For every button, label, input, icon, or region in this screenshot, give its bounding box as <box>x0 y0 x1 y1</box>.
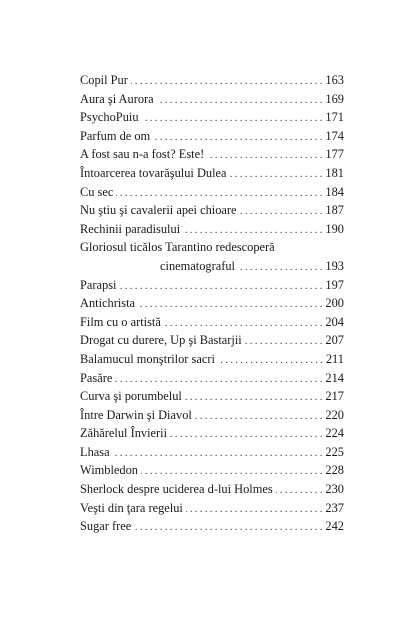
toc-entry-page: 242 <box>325 519 344 534</box>
toc-leader-dots <box>230 166 323 185</box>
toc-entry-title: Antichrista <box>80 296 136 311</box>
toc-entry-title: Film cu o artistă <box>80 314 161 329</box>
toc-entry <box>80 201 344 220</box>
toc-entry-title: Aura şi Aurora <box>80 91 154 106</box>
toc-entry-page: 225 <box>325 444 344 459</box>
toc-entry-title: Gloriosul ticălos Tarantino redescoperă <box>80 240 275 255</box>
toc-entry-page: 207 <box>325 333 344 348</box>
toc-entry-title: Balamucul monştrilor sacri <box>80 351 215 366</box>
toc-entry <box>80 127 344 146</box>
toc-leader-dots <box>218 352 323 371</box>
toc-entry <box>80 313 344 332</box>
toc-entry-page: 163 <box>325 73 344 87</box>
toc-entry <box>80 406 344 425</box>
toc-entry-page: 200 <box>325 296 344 311</box>
toc-entry-page: 230 <box>325 482 344 497</box>
toc-entry-page: 228 <box>325 463 344 478</box>
toc-leader-dots <box>195 408 323 427</box>
toc-entry-title: Parfum de om <box>80 128 151 143</box>
toc-entry <box>80 387 344 406</box>
toc-entry-page: 187 <box>325 203 344 218</box>
toc-entry-page: 177 <box>325 147 344 162</box>
toc-entry <box>80 276 344 295</box>
toc-entry <box>80 183 344 202</box>
toc-entry-title: PsychoPuiu <box>80 110 139 125</box>
toc-entry-title: Între Darwin şi Diavol <box>80 407 192 422</box>
toc-leader-dots <box>138 296 322 315</box>
toc-entry <box>80 480 344 499</box>
toc-leader-dots <box>170 426 322 445</box>
toc-entry-continued <box>80 238 344 257</box>
toc-entry-page: 171 <box>325 110 344 125</box>
toc-entry-page: 220 <box>325 407 344 422</box>
table-of-contents <box>80 71 344 536</box>
toc-entry <box>80 461 344 480</box>
toc-leader-dots <box>157 92 323 111</box>
toc-entry-title: Sugar free <box>80 519 132 534</box>
toc-entry-title: cinematograful <box>160 258 235 273</box>
toc-entry <box>80 369 344 388</box>
toc-entry <box>80 294 344 313</box>
toc-entry-page: 169 <box>325 91 344 106</box>
toc-entry-page: 211 <box>325 351 344 366</box>
toc-entry-page: 237 <box>325 500 344 515</box>
toc-entry <box>80 443 344 462</box>
toc-entry-page: 174 <box>325 128 344 143</box>
toc-entry-title: Cu sec <box>80 184 114 199</box>
toc-entry-page: 181 <box>325 165 344 180</box>
toc-entry-title: Rechinii paradisului <box>80 221 181 236</box>
toc-leader-dots <box>240 203 323 222</box>
toc-entry <box>80 499 344 518</box>
toc-leader-dots <box>186 501 323 520</box>
toc-leader-dots <box>276 482 323 501</box>
toc-entry <box>80 220 344 239</box>
toc-entry-title: Veşti din ţara regelui <box>80 500 183 515</box>
toc-entry-page: 197 <box>325 277 344 292</box>
toc-entry <box>80 424 344 443</box>
toc-entry-title: Drogat cu durere, Up şi Bastarjii <box>80 333 242 348</box>
toc-entry-title: Parapsi <box>80 277 117 292</box>
toc-entry-page: 204 <box>325 314 344 329</box>
toc-entry <box>80 164 344 183</box>
toc-entry-title: Sherlock despre uciderea d-lui Holmes <box>80 482 273 497</box>
toc-leader-dots <box>238 259 322 278</box>
toc-leader-dots <box>245 333 323 352</box>
toc-entry-title: Pasăre <box>80 370 113 385</box>
toc-entry-page: 224 <box>325 426 344 441</box>
toc-entry-title: A fost sau n-a fost? Este! <box>80 147 205 162</box>
toc-entry-title: Wimbledon <box>80 463 139 478</box>
toc-entry-page: 214 <box>325 370 344 385</box>
toc-entry-title: Copil Pur <box>80 73 128 87</box>
toc-leader-dots <box>185 389 323 408</box>
toc-leader-dots <box>142 110 323 129</box>
toc-entry-page: 193 <box>325 258 344 273</box>
toc-entry <box>80 90 344 109</box>
toc-leader-dots <box>134 519 322 538</box>
toc-entry <box>80 145 344 164</box>
toc-entry <box>80 108 344 127</box>
toc-leader-dots <box>119 278 322 297</box>
toc-entry-page: 217 <box>325 389 344 404</box>
toc-leader-dots <box>113 445 323 464</box>
toc-entry-title: Lhasa <box>80 444 110 459</box>
toc-entry <box>80 71 344 90</box>
toc-entry <box>80 350 344 369</box>
toc-entry-title: Nu ştiu şi cavalerii apei chioare <box>80 203 237 218</box>
toc-entry-title: Curva şi porumbelul <box>80 389 182 404</box>
toc-entry-title: Zăhărelul Învierii <box>80 426 168 441</box>
toc-entry-page: 184 <box>325 184 344 199</box>
toc-entry-title: Întoarcerea tovarăşului Dulea <box>80 165 227 180</box>
toc-entry <box>80 517 344 536</box>
toc-leader-dots <box>131 73 323 92</box>
toc-entry <box>80 257 344 276</box>
toc-entry <box>80 331 344 350</box>
toc-entry-page: 190 <box>325 221 344 236</box>
